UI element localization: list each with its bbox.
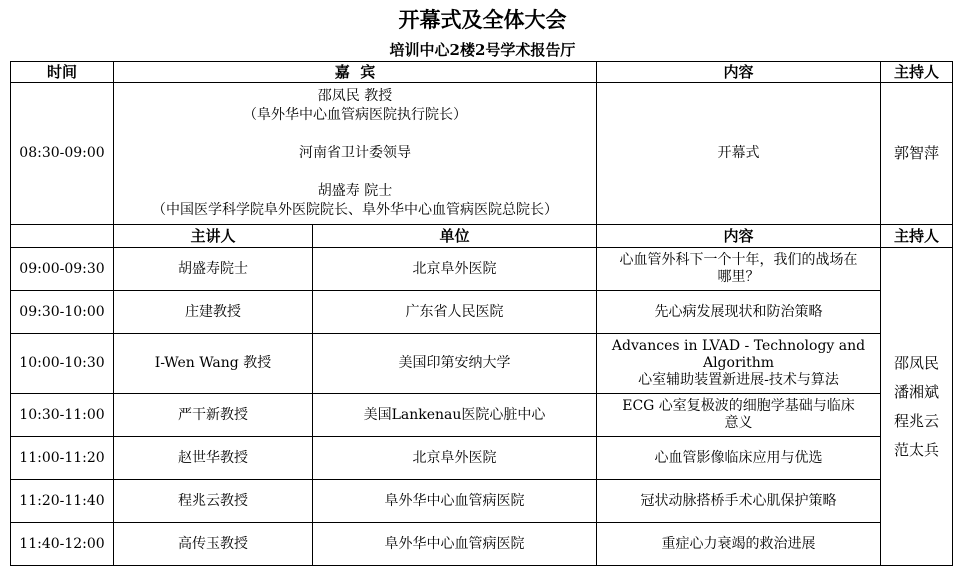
session-content <box>597 480 881 523</box>
session-row <box>11 334 953 394</box>
header-time: 时间 <box>11 62 114 83</box>
content-line: 意义 <box>724 415 753 431</box>
session-content <box>597 291 881 334</box>
header-unit: 单位 <box>313 225 597 248</box>
session-speaker: I-Wen Wang 教授 <box>114 334 313 394</box>
opening-content: 开幕式 <box>597 83 881 225</box>
header-blank <box>11 225 114 248</box>
session-row <box>11 523 953 566</box>
guest-line: 邵凤民 教授 <box>317 88 393 104</box>
content-line: 冠状动脉搭桥手术心肌保护策略 <box>640 492 837 509</box>
session-unit: 阜外华中心血管病医院 <box>313 523 597 566</box>
host-name: 邵凤民 <box>894 353 940 372</box>
session-unit: 美国Lankenau医院心脏中心 <box>313 394 597 437</box>
page-title: 开幕式及全体大会 <box>398 7 567 32</box>
header-row <box>11 62 953 83</box>
session-time: 10:00-10:30 <box>11 334 114 394</box>
session-time: 11:20-11:40 <box>11 480 114 523</box>
content-line: 重症心力衰竭的救治进展 <box>661 535 816 552</box>
session-time: 09:00-09:30 <box>11 248 114 291</box>
session-content <box>597 394 881 437</box>
header-speaker: 主讲人 <box>114 225 313 248</box>
content-line: 哪里？ <box>717 269 760 285</box>
session-unit: 阜外华中心血管病医院 <box>313 480 597 523</box>
session-speaker: 高传玉教授 <box>114 523 313 566</box>
guest-line: 河南省卫计委领导 <box>299 145 411 161</box>
content-line: 心血管外科下一个十年，我们的战场在 <box>619 252 858 268</box>
session-content <box>597 437 881 480</box>
session-row <box>11 248 953 291</box>
session-content <box>597 523 881 566</box>
guest-line: 胡盛寿 院士 <box>317 183 393 199</box>
session-unit: 美国印第安纳大学 <box>313 334 597 394</box>
guest-line: （中国医学科学院阜外医院院长、阜外华中心血管病医院总院长） <box>152 202 558 218</box>
content-line: 心室辅助装置新进展-技术与算法 <box>638 372 839 388</box>
session-time: 11:00-11:20 <box>11 437 114 480</box>
session-time: 11:40-12:00 <box>11 523 114 566</box>
venue-subtitle: 培训中心2楼2号学术报告厅 <box>389 41 576 59</box>
session-content <box>597 248 881 291</box>
content-line: 先心病发展现状和防治策略 <box>654 303 823 320</box>
header-content-2: 内容 <box>597 225 881 248</box>
header-host-2: 主持人 <box>881 225 953 248</box>
content-line: ECG 心室复极波的细胞学基础与临床 <box>622 398 855 414</box>
opening-guests <box>114 83 597 225</box>
session-unit: 广东省人民医院 <box>313 291 597 334</box>
session-unit: 北京阜外医院 <box>313 437 597 480</box>
session-content <box>597 334 881 394</box>
opening-host: 郭智萍 <box>881 83 953 225</box>
host-name: 程兆云 <box>894 411 940 430</box>
header-guests: 嘉 宾 <box>114 62 597 83</box>
session-speaker: 严干新教授 <box>114 394 313 437</box>
session-row <box>11 394 953 437</box>
guest-gap <box>116 163 594 182</box>
content-line: Advances in LVAD - Technology and <box>611 338 866 354</box>
session-hosts <box>881 248 953 566</box>
host-name: 潘湘斌 <box>894 382 940 401</box>
header-content: 内容 <box>597 62 881 83</box>
guest-line: （阜外华中心血管病医院执行院长） <box>243 107 467 123</box>
session-row <box>11 437 953 480</box>
session-speaker: 程兆云教授 <box>114 480 313 523</box>
session-speaker: 庄建教授 <box>114 291 313 334</box>
session-time: 09:30-10:00 <box>11 291 114 334</box>
session-row <box>11 480 953 523</box>
session-speaker: 赵世华教授 <box>114 437 313 480</box>
schedule-table <box>10 61 953 566</box>
opening-row <box>11 83 953 225</box>
session-speaker: 胡盛寿院士 <box>114 248 313 291</box>
session-time: 10:30-11:00 <box>11 394 114 437</box>
host-name: 范太兵 <box>894 440 940 459</box>
session-unit: 北京阜外医院 <box>313 248 597 291</box>
content-line: 心血管影像临床应用与优选 <box>654 449 823 466</box>
header-host: 主持人 <box>881 62 953 83</box>
session-row <box>11 291 953 334</box>
opening-time: 08:30-09:00 <box>11 83 114 225</box>
content-line: Algorithm <box>702 355 775 371</box>
guest-gap <box>116 125 594 144</box>
header-row-2 <box>11 225 953 248</box>
